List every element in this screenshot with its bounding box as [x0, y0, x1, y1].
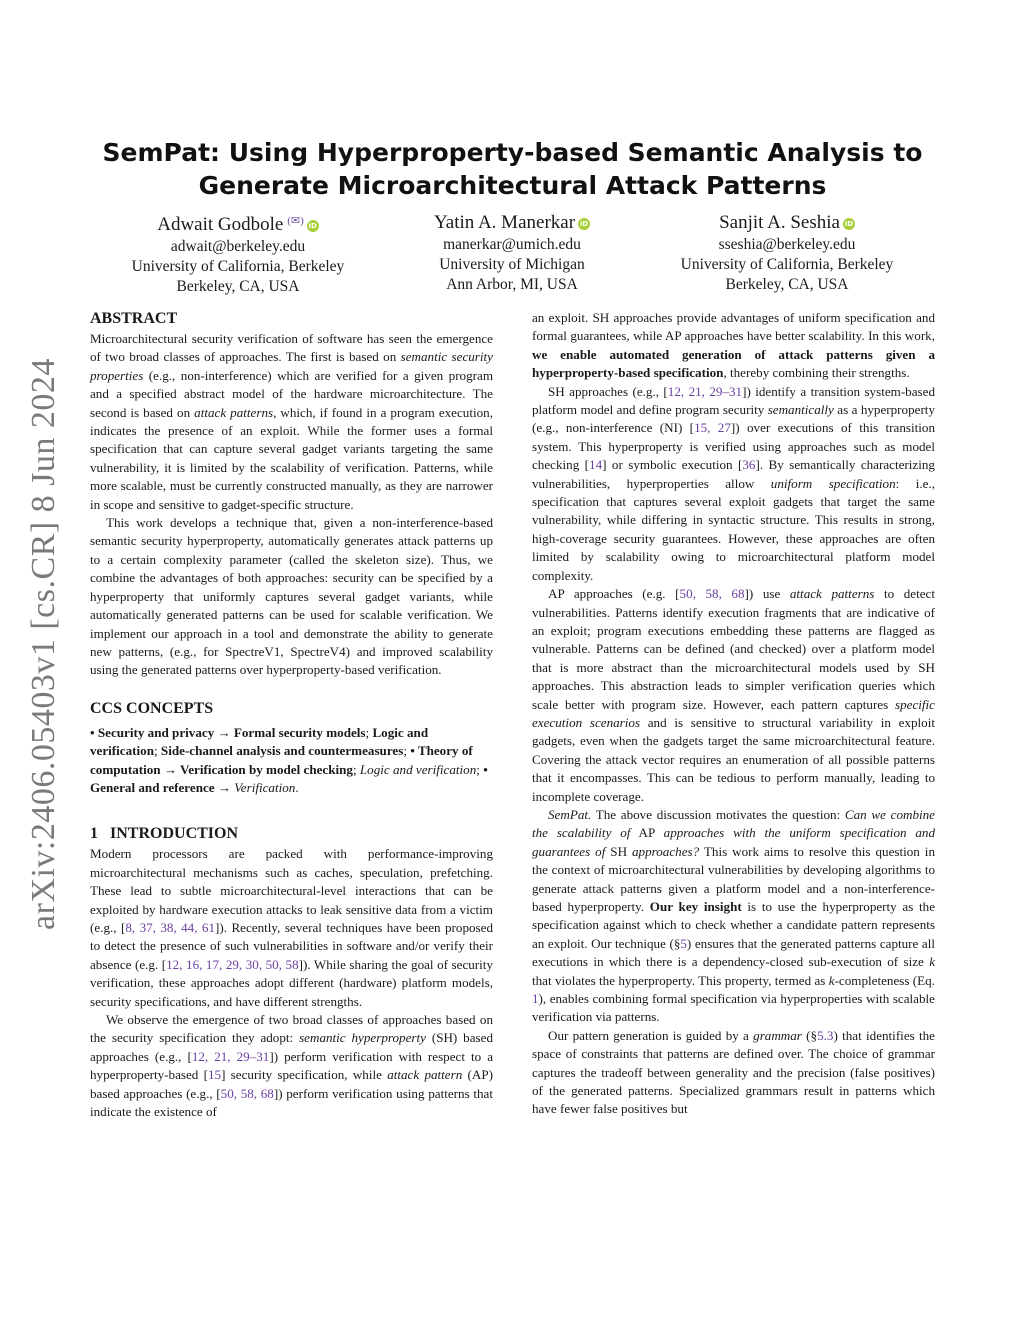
- citation-link[interactable]: 15, 27: [694, 420, 731, 436]
- citation-link[interactable]: 5.3: [817, 1027, 834, 1043]
- author-location: Berkeley, CA, USA: [176, 278, 300, 296]
- abstract-paragraph-2: This work develops a technique that, given a non-interference-based semantic security hyperproperty, automatically generates attack patterns up to a certain complexity parameter (called the skeleton size). Thus, we combine the advantages of both approaches: security can be specified by a hyperproperty that uniformly captures several gadget variants, while automatically generated patterns can be used for scalable verification. We implement our approach in a tool and demonstrate the ability to generate new patterns, (e.g., for SpectreV1, SpectreV4) and improved scalability using the generated patterns over hyperproperty-based verification.: [90, 515, 493, 678]
- author-location: Berkeley, CA, USA: [725, 276, 849, 293]
- citation-link[interactable]: 8, 37, 38, 44, 61: [125, 919, 216, 935]
- author-block-3: [637, 211, 937, 295]
- citation-link[interactable]: 15: [207, 1067, 222, 1083]
- intro-paragraph-1: Modern processors are packed with performance-improving microarchitectural mechanisms such as caches, speculation, prefetching. These lead to subtle microarchitectural-level interactions that can be exploited by hardware execution attacks to leak sensitive data from a victim (e.g., [8, 37, 38, 44, 61]). Recently, several techniques have been proposed to detect the presence of such vulnerabilities in software and/or verify their absence (e.g. [12, 16, 17, 29, 30, 50, 58]). While sharing the goal of security verification, these approaches adopt different (hardware) platform models, security specifications, and have different strengths.: [90, 846, 494, 1009]
- citation-link[interactable]: 12, 21, 29–31: [191, 1048, 270, 1064]
- author-email[interactable]: manerkar@umich.edu: [443, 236, 581, 253]
- citation-link[interactable]: 12, 16, 17, 29, 30, 50, 58: [166, 956, 299, 972]
- orcid-icon[interactable]: iD: [844, 220, 854, 228]
- right-paragraph-3: AP approaches (e.g. [50, 58, 68]) use attack patterns to detect vulnerabilities. Patterns identify execution fragments that are indicative of an exploit; program executions embedding these patterns are flagged as vulnerable. Patterns can be defined (and checked) over a platform model that is more abstract than the microarchitectural models used by SH approaches. This abstraction leads to simpler verification queries which scale better with program size. However, each pattern captures specific execution scenarios and is sensitive to structural variability in exploit gadgets, even when the gadgets target the same microarchitectural feature. Covering the attack vector requires an enumeration of all possible patterns that it encompasses. This can be tedious to perform manually, leading to incomplete coverage.: [532, 586, 935, 804]
- left-column: [90, 308, 493, 1121]
- ccs-heading: CCS CONCEPTS: [90, 699, 214, 717]
- author-email[interactable]: adwait@berkeley.edu: [170, 238, 306, 256]
- author-block-2: [362, 211, 662, 295]
- author-block-1: [88, 211, 388, 297]
- title-line-1: SemPat: Using Hyperproperty-based Semantic Analysis to: [102, 138, 923, 167]
- right-paragraph-5: Our pattern generation is guided by a grammar (§5.3) that identifies the space of constraints that patterns are defined over. The choice of grammar captures the tradeoff between generality and the precision (false positives) of the generated patterns. Specialized grammars result in patterns which have fewer false positives but: [532, 1027, 935, 1117]
- citation-link[interactable]: 36: [742, 457, 756, 473]
- author-affiliation: University of Michigan: [439, 256, 585, 273]
- introduction-heading: 1 INTRODUCTION: [90, 825, 239, 843]
- orcid-icon[interactable]: iD: [308, 222, 317, 231]
- author-affiliation: University of California, Berkeley: [680, 256, 894, 273]
- right-paragraph-2: SH approaches (e.g., [12, 21, 29–31]) identify a transition system-based platform model and define program security semantically as a hyperproperty (e.g., non-interference (NI) [15, 27]) over executions of this transition system. This hyperproperty is verified using approaches such as model checking [14] or symbolic execution [36]. By semantically characterizing vulnerabilities, hyperproperties allow uniform specification: i.e., specification that captures several exploit gadgets that target the same vulnerability, while differing in syntactic structure. This results in strong, high-coverage security guarantees. However, these approaches are often limited by scalability owing to microarchitectural platform model complexity.: [532, 383, 935, 583]
- right-column: [532, 309, 935, 1119]
- author-email[interactable]: sseshia@berkeley.edu: [718, 236, 856, 253]
- title-line-2: Generate Microarchitectural Attack Patterns: [198, 171, 827, 200]
- arxiv-stamp: arXiv:2406.05403v1 [cs.CR] 8 Jun 2024: [25, 358, 62, 930]
- citation-link[interactable]: 50, 58, 68: [679, 586, 745, 602]
- right-paragraph-4: SemPat. The above discussion motivates the question: Can we combine the scalability of AP approaches with the uniform specification and guarantees of SH approaches? This work aims to resolve this question in the context of microarchitectural vulnerabilities by developing algorithms to generate attack patterns given a platform model and a non-interference-based hyperproperty. Our key insight is to use the hyperproperty as the specification against which to check whether a candidate pattern represents an exploit. Our technique (§5) ensures that the generated patterns capture all executions in which there is a dependency-closed sub-execution of size k that violates the hyperproperty. This property, termed as k-completeness (Eq. 1), enables combining formal specification via hyperproperties with scalable verification via patterns.: [532, 806, 936, 1025]
- author-affiliation: University of California, Berkeley: [131, 258, 345, 276]
- abstract-heading: ABSTRACT: [90, 310, 178, 327]
- orcid-icon[interactable]: iD: [579, 220, 589, 228]
- abstract-paragraph-1: Microarchitectural security verification of software has seen the emergence of two broad classes of approaches. The first is based on semantic security properties (e.g., non-interference) which are verified for a given program and a specified abstract model of the hardware microarchitecture. The second is based on attack patterns, which, if found in a program execution, indicates the presence of an exploit. While the former uses a formal specification that can capture several gadget variants targeting the same vulnerability, it is limited by the scalability of verification. Patterns, while more scalable, must be currently constructed manually, as they are narrower in scope and sensitive to gadget-specific structure.: [90, 331, 493, 512]
- ccs-concepts: • Security and privacy → Formal security models; Logic and verification; Side-channel analysis and countermeasures; • Theory of computation → Verification by model checking; Logic and verification; • General and reference → Verification.: [90, 724, 488, 795]
- intro-paragraph-2: We observe the emergence of two broad classes of approaches based on the security specification they adopt: semantic hyperproperty (SH) based approaches (e.g., [12, 21, 29–31]) perform verification with respect to a hyperproperty-based [15] security specification, while attack pattern (AP) based approaches (e.g., [50, 58, 68]) perform verification using patterns that indicate the existence of: [90, 1012, 494, 1120]
- citation-link[interactable]: 1: [532, 991, 539, 1007]
- author-name: Yatin A. Manerkar: [433, 212, 576, 233]
- citation-link[interactable]: 50, 58, 68: [220, 1085, 274, 1101]
- email-icon[interactable]: (✉): [287, 215, 304, 227]
- paper-title: [90, 136, 935, 202]
- citation-link[interactable]: 5: [680, 935, 687, 951]
- citation-link[interactable]: 12, 21, 29–31: [667, 383, 743, 399]
- right-paragraph-1: an exploit. SH approaches provide advantages of uniform specification and formal guarantees, while AP approaches have better scalability. In this work, we enable automated generation of attack patterns given a hyperproperty-based specification, thereby combining their strengths.: [532, 310, 935, 381]
- author-name: Adwait Godbole: [157, 214, 284, 236]
- author-name: Sanjit A. Seshia: [719, 212, 840, 233]
- author-location: Ann Arbor, MI, USA: [446, 276, 578, 293]
- citation-link[interactable]: 14: [589, 457, 603, 473]
